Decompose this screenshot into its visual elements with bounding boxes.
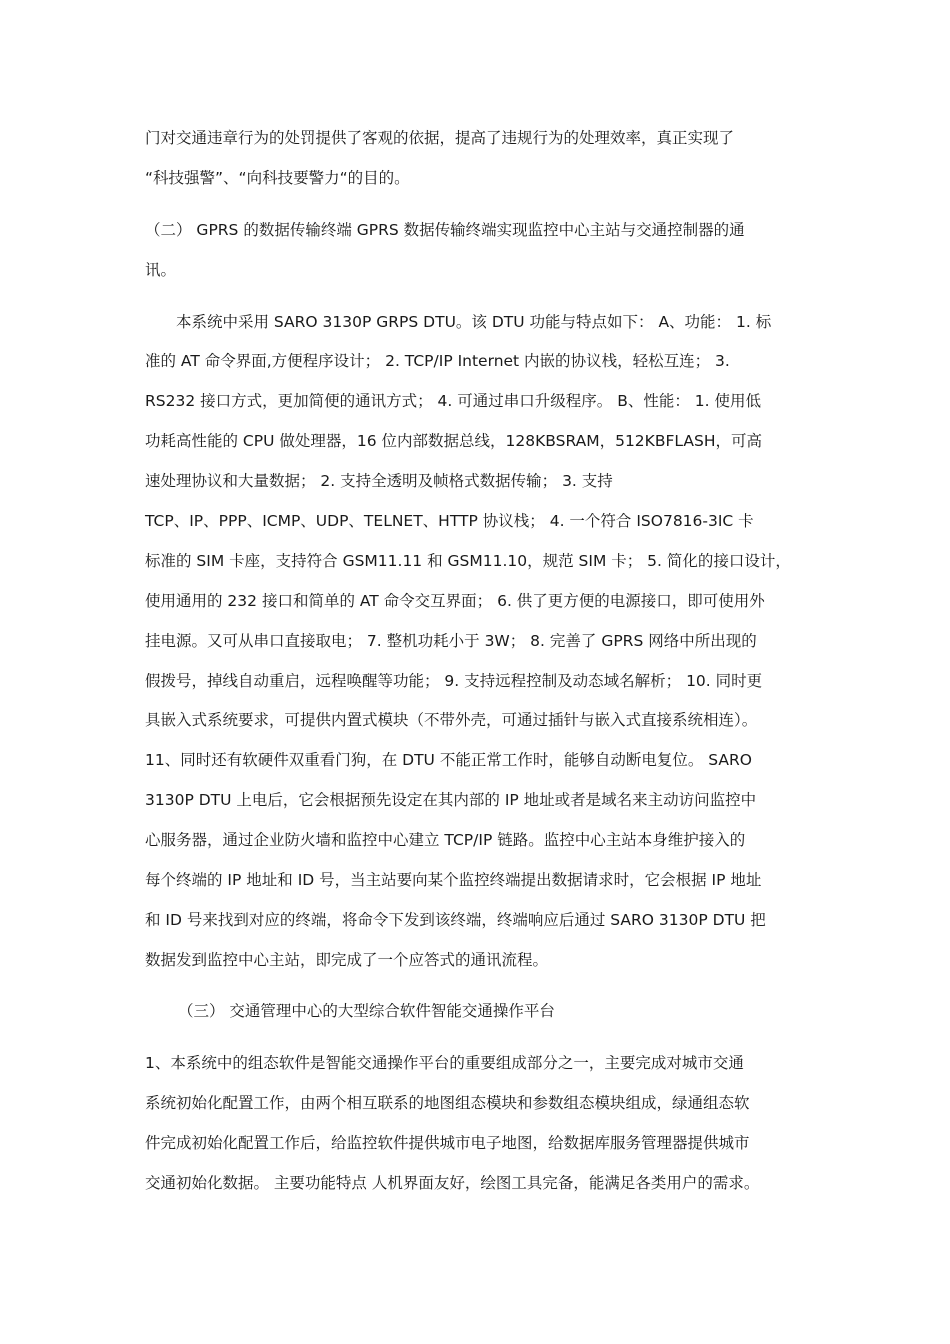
paragraph-1-line-2: “科技强警”、“向科技要警力“的目的。 — [145, 169, 410, 187]
section-2-heading-line-2: 讯。 — [145, 261, 177, 279]
paragraph-3-line-3: 件完成初始化配置工作后，给监控软件提供城市电子地图，给数据库服务管理器提供城市 — [145, 1134, 750, 1152]
paragraph-2-line-4: 功耗高性能的 CPU 做处理器，16 位内部数据总线，128KBSRAM，512KBFLASH，可高 — [145, 432, 762, 450]
paragraph-2-line-15: 每个终端的 IP 地址和 ID 号，当主站要向某个监控终端提出数据请求时，它会根据 IP 地址 — [145, 871, 762, 889]
paragraph-2-line-10: 假拨号，掉线自动重启，远程唤醒等功能； 9. 支持远程控制及动态域名解析； 10. 同时更 — [145, 672, 763, 690]
paragraph-3-line-1: 1、本系统中的组态软件是智能交通操作平台的重要组成部分之一，主要完成对城市交通 — [145, 1054, 744, 1072]
paragraph-2-line-17: 数据发到监控中心主站，即完成了一个应答式的通讯流程。 — [145, 951, 549, 969]
paragraph-2-line-8: 使用通用的 232 接口和简单的 AT 命令交互界面； 6. 供了更方便的电源接口，即可使用外 — [145, 592, 765, 610]
paragraph-2-line-2: 准的 AT 命令界面,方便程序设计； 2. TCP/IP Internet 内嵌的协议栈，轻松互连； 3. — [145, 352, 730, 370]
paragraph-2-line-5: 速处理协议和大量数据； 2. 支持全透明及帧格式数据传输； 3. 支持 — [145, 472, 613, 490]
paragraph-1-line-1: 门对交通违章行为的处罚提供了客观的依据，提高了违规行为的处理效率，真正实现了 — [145, 129, 735, 147]
paragraph-2-line-13: 3130P DTU 上电后，它会根据预先设定在其内部的 IP 地址或者是域名来主动访问监控中 — [145, 791, 757, 809]
paragraph-2-line-9: 挂电源。又可从串口直接取电； 7. 整机功耗小于 3W； 8. 完善了 GPRS 网络中所出现的 — [145, 632, 757, 650]
paragraph-2-line-11: 具嵌入式系统要求，可提供内置式模块（不带外壳，可通过插针与嵌入式直接系统相连）。 — [145, 711, 758, 729]
paragraph-2-line-1: 本系统中采用 SARO 3130P GRPS DTU。该 DTU 功能与特点如下： A、功能： 1. 标 — [176, 313, 772, 331]
paragraph-2-line-14: 心服务器，通过企业防火墙和监控中心建立 TCP/IP 链路。监控中心主站本身维护接入的 — [145, 831, 746, 849]
paragraph-3-line-2: 系统初始化配置工作，由两个相互联系的地图组态模块和参数组态模块组成，绿通组态软 — [145, 1094, 750, 1112]
paragraph-2-line-16: 和 ID 号来找到对应的终端，将命令下发到该终端，终端响应后通过 SARO 3130P DTU 把 — [145, 911, 766, 929]
paragraph-2-line-7: 标准的 SIM 卡座，支持符合 GSM11.11 和 GSM11.10，规范 SIM 卡； 5. 简化的接口设计， — [145, 552, 791, 570]
section-3-heading: （三） 交通管理中心的大型综合软件智能交通操作平台 — [178, 1002, 555, 1020]
section-2-heading-line-1: （二） GPRS 的数据传输终端 GPRS 数据传输终端实现监控中心主站与交通控制器的通 — [145, 221, 745, 239]
paragraph-2-line-3: RS232 接口方式，更加简便的通讯方式； 4. 可通过串口升级程序。 B、性能： 1. 使用低 — [145, 392, 761, 410]
paragraph-3-line-4: 交通初始化数据。 主要功能特点 人机界面友好，绘图工具完备，能满足各类用户的需求。 — [145, 1174, 760, 1192]
paragraph-2-line-12: 11、同时还有软硬件双重看门狗，在 DTU 不能正常工作时，能够自动断电复位。 SARO — [145, 751, 752, 769]
paragraph-2-line-6: TCP、IP、PPP、ICMP、UDP、TELNET、HTTP 协议栈； 4. 一个符合 ISO7816-3IC 卡 — [145, 512, 754, 530]
